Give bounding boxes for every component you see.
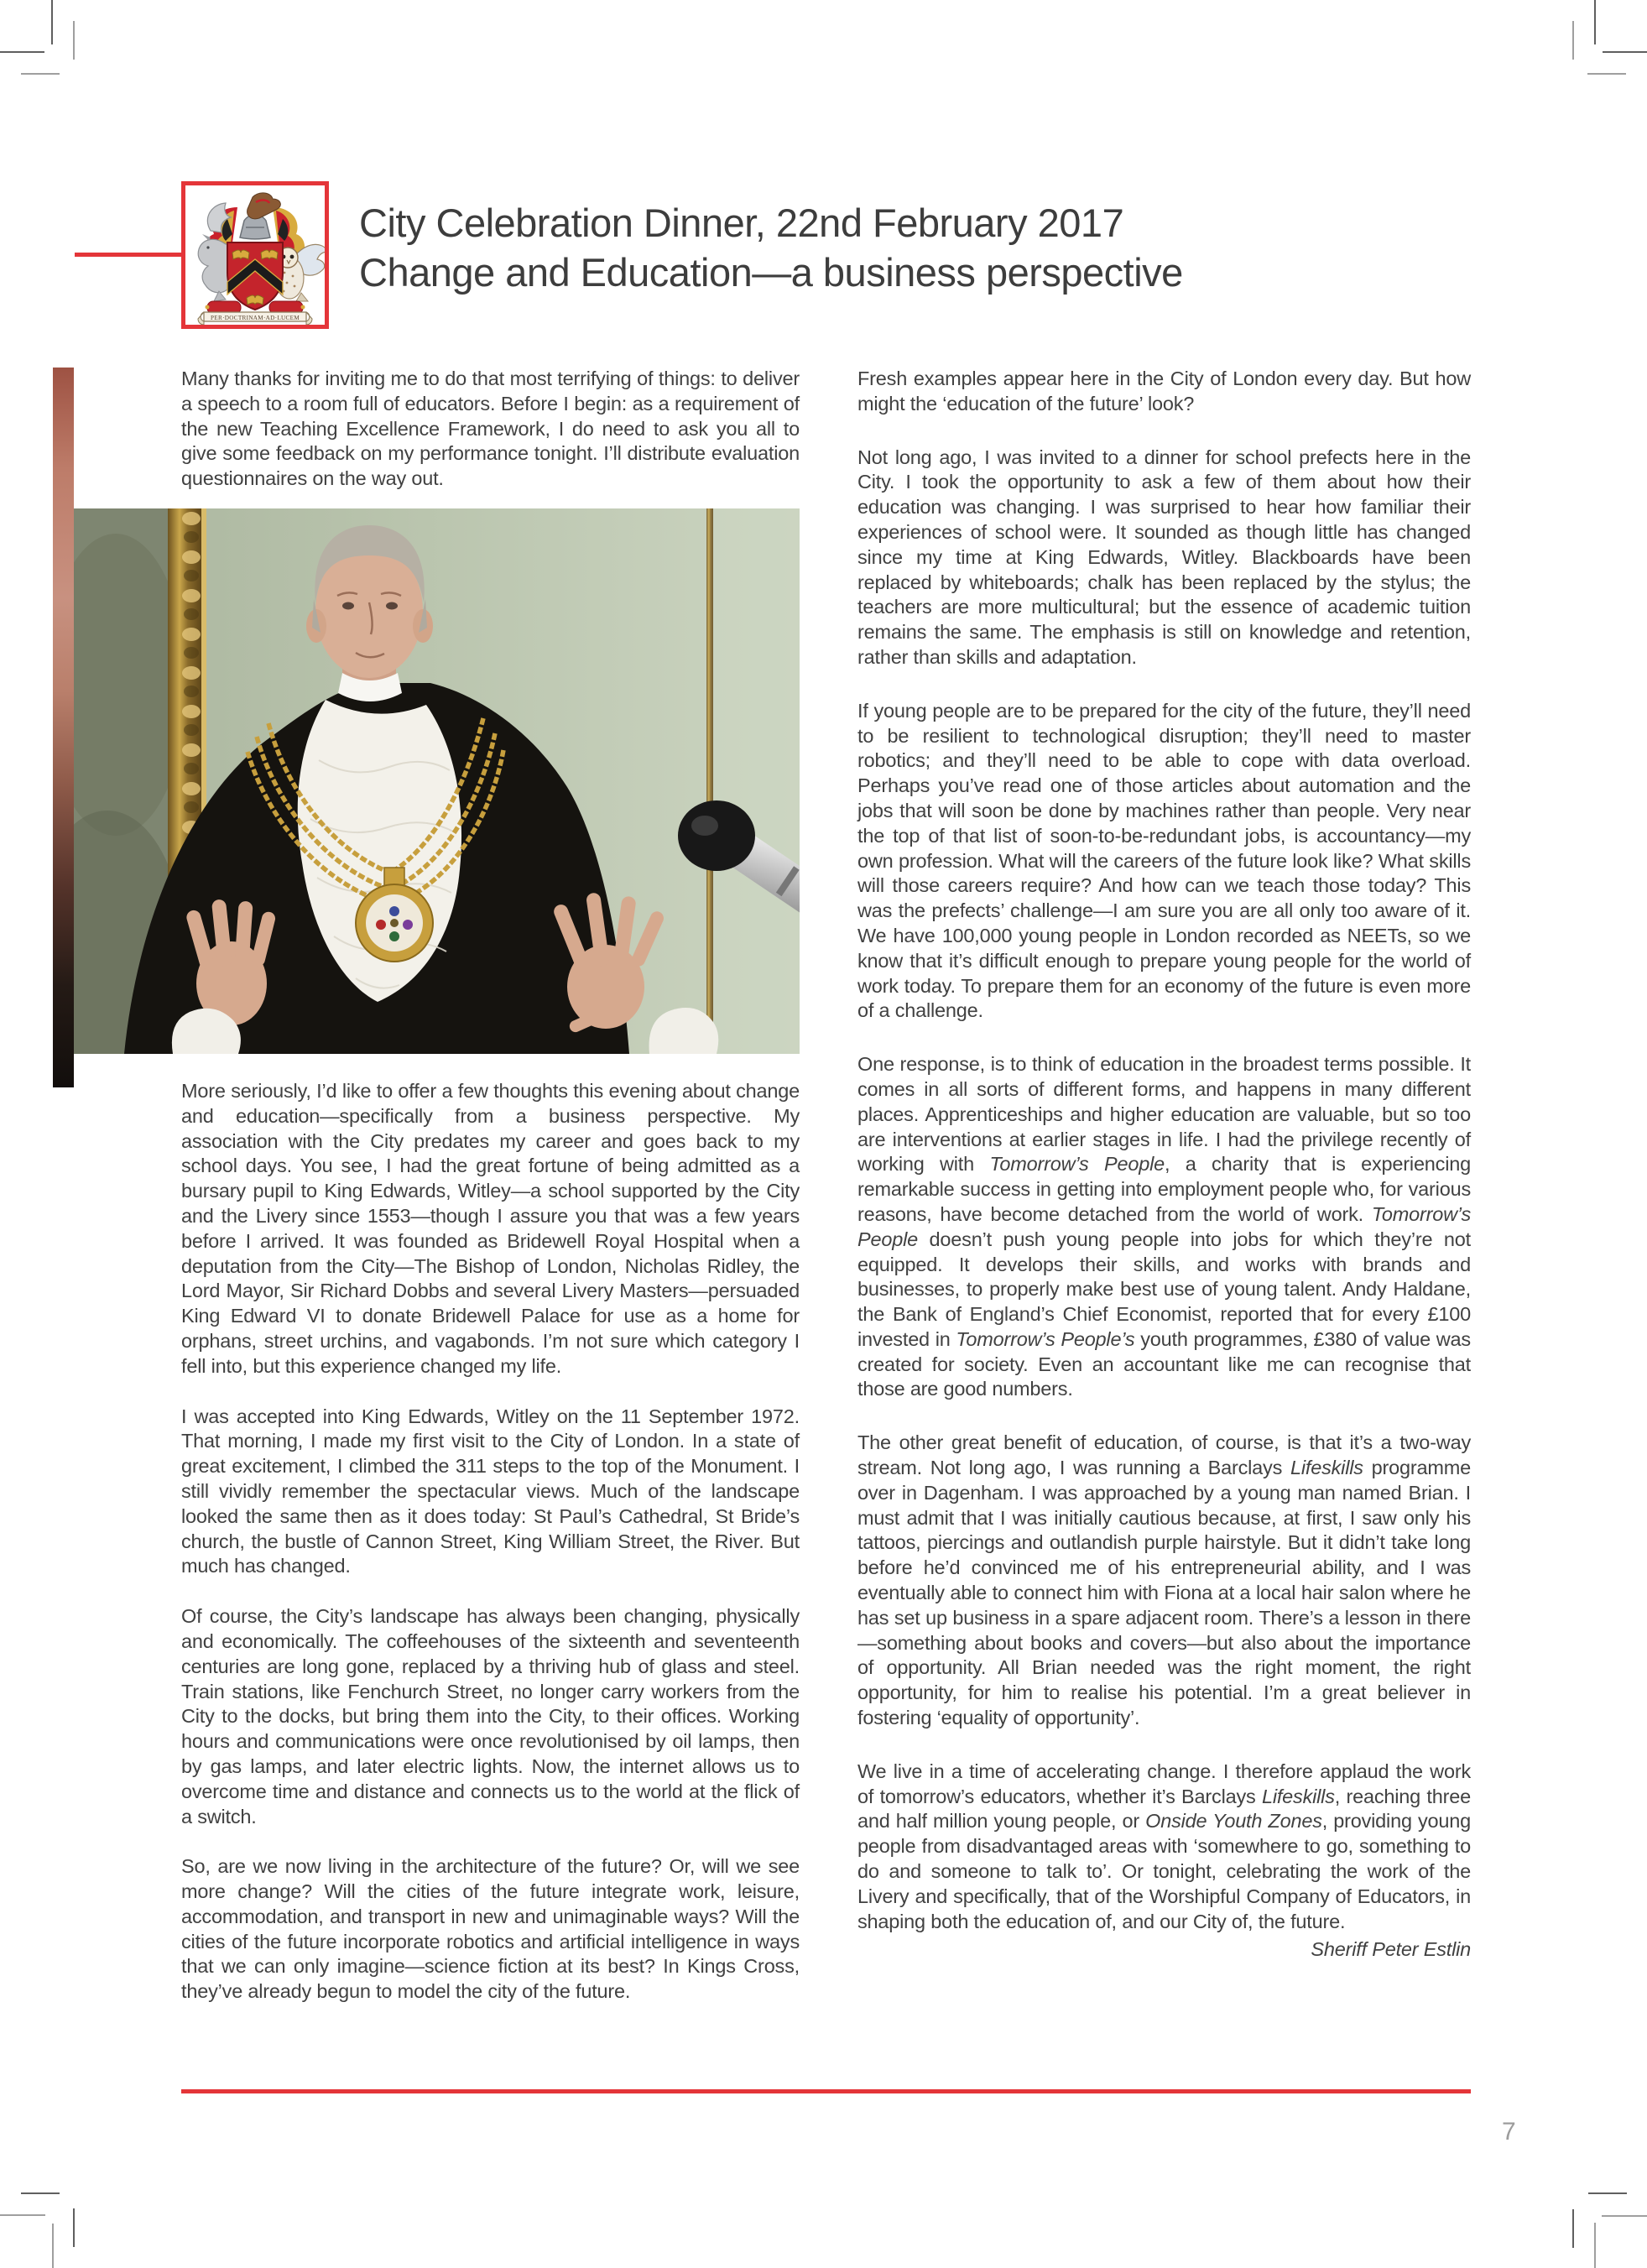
pendant-link <box>384 868 404 886</box>
signature: Sheriff Peter Estlin <box>1311 1938 1471 1961</box>
company-crest <box>181 181 329 329</box>
crop-mark <box>73 21 75 60</box>
speaker-photo <box>74 508 800 1054</box>
paragraph: We live in a time of accelerating change. I therefore applaud the work of tomorrow’s educators, whether it’s Barclays Lifeskills, reaching three and half million young people, or Onside Youth Zones, providing young people from disadvantaged areas with ‘somewhere to go, something to do and someone to talk to’. Or tonight, celebrating the work of the Livery and specifically, that of the Worshipful Company of Educators, in shaping both the education of, and our City of, the future. <box>857 1760 1472 1932</box>
paragraph: Not long ago, I was invited to a dinner for school prefects here in the City. I took the opportunity to ask a few of them about how their education was changing. I was surprised to hear how familiar their experiences of school were. It sounded as though little has changed since my time at King Edwards, Witley. Blackboards have been replaced by whiteboards; chalk has been replaced by the stylus; the teachers are more multicultural; but the essence of academic tuition remains the same. The emphasis is still on knowledge and retention, rather than skills and adaptation. <box>857 446 1471 668</box>
paragraph: One response, is to think of education in the broadest terms possible. It comes in all sorts of different forms, and happens in many different places. Apprenticeships and higher education are valuable, but so too are interventions at earlier stages in life. I had the privilege recently of working with Tomorrow’s People, a charity that is experiencing remarkable success in getting into employment people who, for various reasons, have become detached from the world of work. Tomorrow’s People doesn’t push young people into jobs for which they’re not equipped. It develops their skills, and works with brands and businesses, to properly make best use of young talent. Andy Haldane, the Bank of England’s Chief Economist, reported that for every £100 invested in Tomorrow’s People’s youth programmes, £380 of value was created for society. Even an accountant like me can recognise that those are good numbers. <box>857 1053 1471 1400</box>
motto-text: PER·DOCTRINAM·AD·LUCEM <box>210 315 300 321</box>
crop-mark <box>1572 21 1574 60</box>
crop-mark <box>52 2224 54 2268</box>
footer-rule <box>181 2089 1471 2093</box>
motto-scroll <box>198 312 312 325</box>
speaker-photo-illustration <box>74 508 800 1054</box>
paragraph: More seriously, I’d like to offer a few thoughts this evening about change and education—specifically from a business perspective. My association with the City predates my career and goes back to my school days. You see, I had the great fortune of being admitted as a bursary pupil to King Edwards, Witley—a school supported by the City and the Livery since 1553—though I assure you that was a few years before I arrived. It was founded as Bridewell Royal Hospital when a deputation from the City—The Bishop of London, Nicholas Ridley, the Lord Mayor, Sir Richard Dobbs and several Livery Masters—persuaded King Edward VI to donate Bridewell Palace for use as a home for orphans, street urchins, and vagabonds. I’m not sure which category I fell into, but this experience changed my life. <box>181 1079 800 1377</box>
paragraph: Of course, the City’s landscape has always been changing, physically and economically. The coffeehouses of the sixteenth and seventeenth centuries are long gone, replaced by a thriving hub of glass and steel. Train stations, like Fenchurch Street, no longer carry workers from the City to the docks, but bring them into the City, to their offices. Working hours and communications were once revolutionised by oil lamps, then by gas lamps, and later electric lights. Now, the internet allows us to overcome time and distance and connects us to the world at the flick of a switch. <box>181 1605 800 1827</box>
crop-mark <box>1572 2209 1574 2248</box>
wall-trim <box>706 508 713 1054</box>
paragraph: Fresh examples appear here in the City of London every day. But how might the ‘education of the future’ look? <box>857 368 1471 414</box>
article-title: City Celebration Dinner, 22nd February 2017 <box>359 201 1124 245</box>
header-rule <box>75 253 181 257</box>
article-header <box>359 198 1183 297</box>
right-column <box>857 367 1471 1963</box>
pendant-badge <box>356 884 433 962</box>
left-column <box>181 367 800 2005</box>
shield <box>227 242 283 310</box>
article-subtitle: Change and Education—a business perspective <box>359 250 1183 295</box>
decorative-bleed-strip <box>53 368 74 1087</box>
paragraph: If young people are to be prepared for the city of the future, they’ll need to be resilient to technological disruption; they’ll need to master robotics; and they’ll need to be able to cope with data overload. Perhaps you’ve read one of those articles about automation and the jobs that will soon be done by machines rather than people. Very near the top of that list of soon-to-be-redundant jobs, is accountancy—my own profession. What will the careers of the future look like? What skills will those careers require? And how can we teach those today? This was the prefects’ challenge—I am sure you are all only too aware of it. We have 100,000 young people in London recorded as NEETs, so we know that it’s difficult enough to prepare young people for the world of work today. To prepare them for an economy of the future is even more of a challenge. <box>857 699 1471 1022</box>
crop-mark <box>1588 2192 1627 2194</box>
crop-mark <box>0 2214 45 2216</box>
crop-mark <box>1602 2215 1647 2217</box>
page-number: 7 <box>1502 2118 1516 2145</box>
wall-right <box>713 508 800 1054</box>
crop-mark <box>1594 0 1596 44</box>
crop-mark <box>51 0 53 44</box>
paragraph: So, are we now living in the architecture of the future? Or, will we see more change? Will the cities of the future integrate work, leisure, accommodation, and transport in new and unimaginable ways? Will the cities of the future incorporate robotics and artificial intelligence in ways that we can only imagine—science fiction at its best? In Kings Cross, they’ve already begun to model the city of the future. <box>181 1855 800 2003</box>
paragraph: I was accepted into King Edwards, Witley on the 11 September 1972. That morning, I made my first visit to the City of London. In a state of great excitement, I climbed the 311 steps to the top of the Monument. I still vividly remember the spectacular views. Much of the landscape looked the same then as it does today: St Paul’s Cathedral, St Bride’s church, the bustle of Cannon Street, King William Street, the River. But much has changed. <box>181 1405 800 1577</box>
coat-of-arms-illustration <box>185 185 325 325</box>
paragraph: Many thanks for inviting me to do that most terrifying of things: to deliver a speech to a room full of educators. Before I begin: as a requirement of the new Teaching Excellence Framework, I do need to ask you all to give some feedback on my performance tonight. I’ll distribute evaluation questionnaires on the way out. <box>181 368 800 490</box>
crop-mark <box>73 2208 75 2247</box>
crop-mark <box>1603 51 1647 53</box>
paragraph: The other great benefit of education, of course, is that it’s a two-way stream. Not long ago, I was running a Barclays Lifeskills programme over in Dagenham. I was approached by a young man named Brian. I must admit that I was initially cautious because, at first, I saw only his tattoos, piercings and outlandish purple hairstyle. But it didn’t take long before he’d convinced me of his entrepreneurial ability, and I was eventually able to connect him with Fiona at a local hair salon where he has set up business in a spare adjacent room. There’s a lesson in there—something about books and covers—but also about the importance of opportunity. All Brian needed was the right moment, the right opportunity, for him to realise his potential. I’m a great believer in fostering ‘equality of opportunity’. <box>857 1431 1471 1729</box>
crop-mark <box>1594 2223 1596 2268</box>
crop-mark <box>1587 73 1626 75</box>
crop-mark <box>0 51 44 53</box>
crop-mark <box>21 73 60 75</box>
crop-mark <box>21 2192 60 2194</box>
